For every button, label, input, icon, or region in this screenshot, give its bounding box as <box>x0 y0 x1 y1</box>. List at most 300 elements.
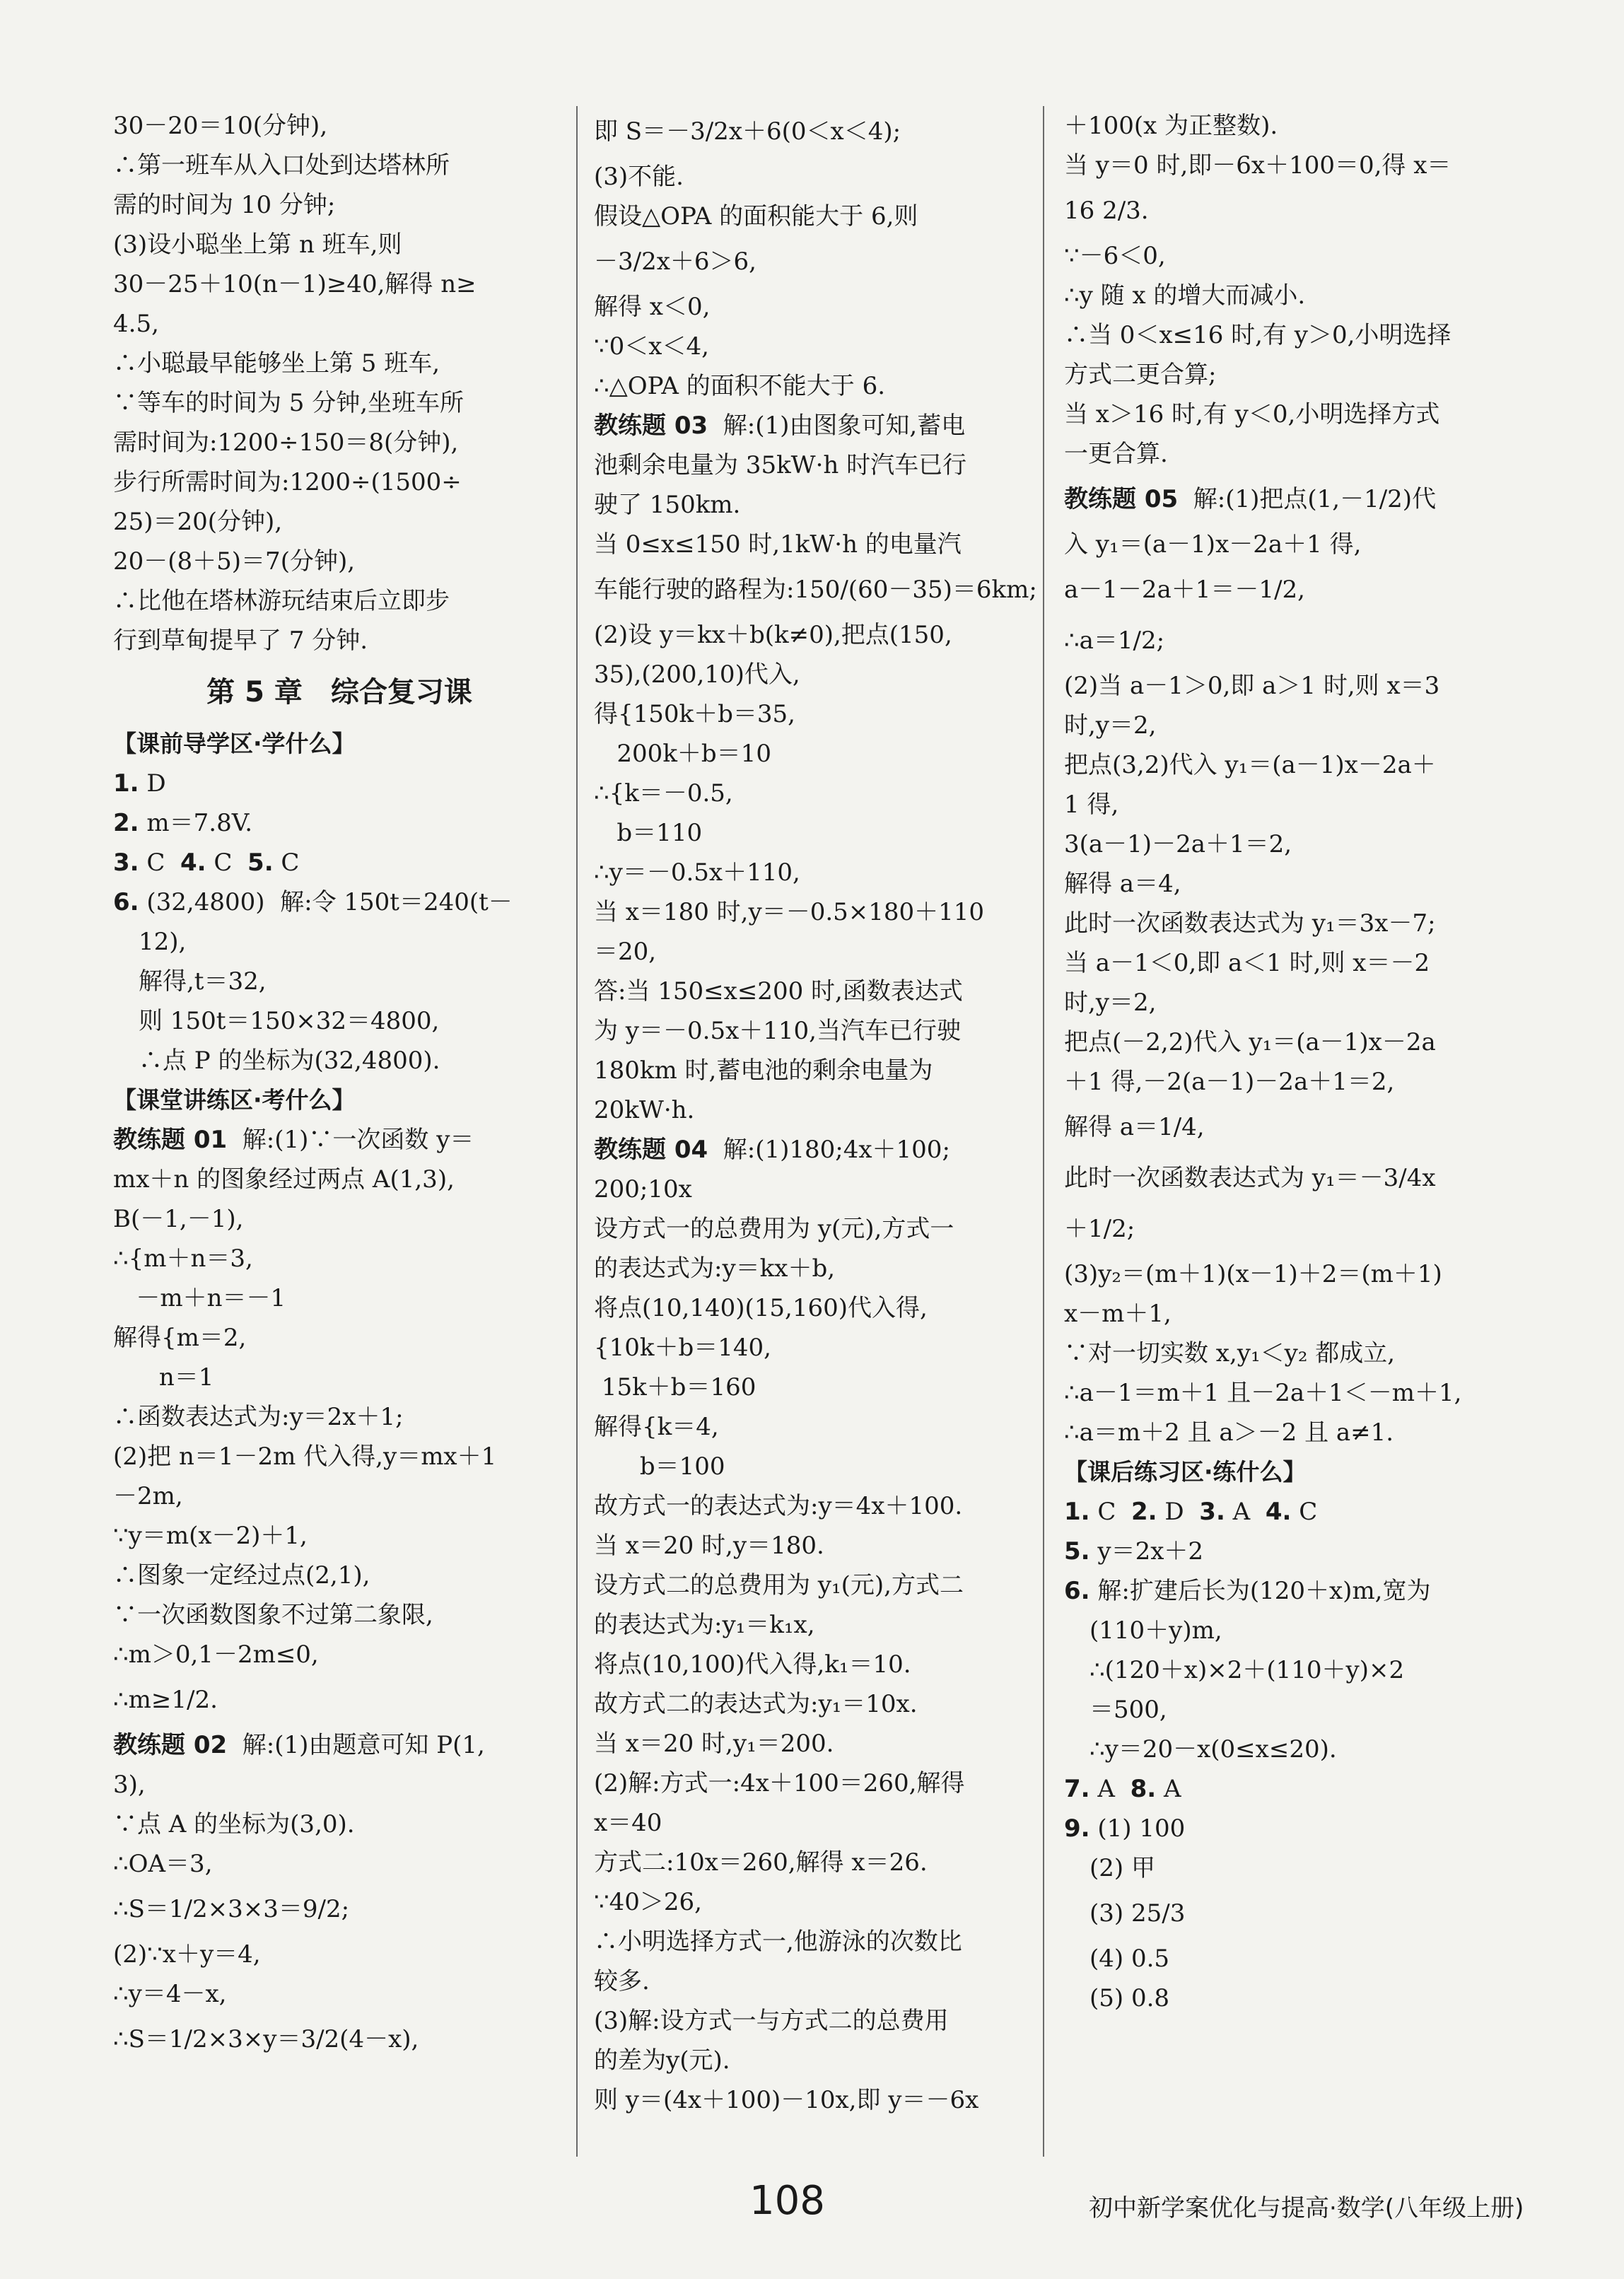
answer-line <box>594 1447 1025 1486</box>
line-text: ∴函数表达式为:y＝2x＋1; <box>113 1403 404 1431</box>
answer-line <box>594 932 1025 972</box>
line-text: mx＋n 的图象经过两点 A(1,3), <box>113 1165 455 1194</box>
line-text: A <box>1156 1775 1181 1803</box>
answer-line <box>1064 564 1517 615</box>
item-label: 教练题 02 <box>113 1731 228 1759</box>
item-label: 7. <box>1064 1775 1090 1803</box>
line-text: b＝110 <box>594 819 703 847</box>
line-text: 的表达式为:y＝kx＋b, <box>594 1254 836 1283</box>
line-text: ∴m≥1/2. <box>113 1686 218 1714</box>
line-text: 需时间为:1200÷150＝8(分钟), <box>113 429 459 457</box>
answer-line <box>1064 785 1517 824</box>
line-text: ∴OA＝3, <box>113 1850 213 1878</box>
line-text: 池剩余电量为 35kW·h 时汽车已行 <box>594 451 967 479</box>
line-text: 把点(－2,2)代入 y₁＝(a－1)x－2a <box>1064 1028 1436 1056</box>
answer-line <box>1064 1571 1517 1611</box>
line-text: ＝20, <box>594 938 657 966</box>
answer-line <box>1064 1848 1517 1888</box>
answer-line <box>113 1239 566 1278</box>
line-text: ＝500, <box>1090 1696 1167 1724</box>
line-text: －2m, <box>113 1482 183 1510</box>
line-text: (3)不能. <box>594 163 684 191</box>
line-text: 故方式一的表达式为:y＝4x＋100. <box>594 1492 963 1520</box>
line-text: 解得{m＝2, <box>113 1324 247 1352</box>
line-text: 时,y＝2, <box>1064 711 1157 740</box>
answer-line <box>594 1328 1025 1368</box>
line-text: －m＋n＝－1 <box>113 1284 286 1312</box>
answer-line <box>1064 1413 1517 1452</box>
line-text: 20kW·h. <box>594 1096 695 1124</box>
answer-line <box>113 1674 566 1725</box>
answer-line <box>1064 666 1517 706</box>
line-text: 得{150k＋b＝35, <box>594 700 795 728</box>
column-divider <box>1043 106 1044 2157</box>
item-label: 8. <box>1130 1775 1157 1803</box>
answer-line <box>1064 1294 1517 1334</box>
line-text: D <box>1157 1498 1200 1526</box>
line-text: ＋1/2; <box>1064 1215 1135 1243</box>
line-text: n＝1 <box>113 1363 214 1392</box>
answer-line <box>1064 706 1517 745</box>
answer-line <box>1064 904 1517 943</box>
answer-line <box>1064 1611 1517 1650</box>
answer-line <box>594 157 1025 197</box>
answer-line <box>113 1358 566 1397</box>
answer-line <box>1064 1203 1517 1254</box>
line-text: 的差为y(元). <box>594 2046 730 2075</box>
line-text: (2)当 a－1＞0,即 a＞1 时,则 x＝3 <box>1064 672 1440 700</box>
line-text: 解:(1)180;4x＋100; <box>708 1136 950 1164</box>
line-text: 答:当 150≤x≤200 时,函数表达式 <box>594 977 963 1006</box>
line-text: －3/2x＋6＞6, <box>594 247 756 276</box>
line-text: (3)设小聪坐上第 n 班车,则 <box>113 231 402 259</box>
answer-line <box>594 813 1025 853</box>
line-text: (4) 0.5 <box>1090 1945 1170 1973</box>
line-text: ∴图象一定经过点(2,1), <box>113 1561 370 1590</box>
answer-line <box>113 1437 566 1476</box>
answer-line <box>594 1882 1025 1922</box>
answer-line <box>594 1605 1025 1645</box>
answer-line <box>113 843 566 882</box>
answer-line <box>594 1526 1025 1566</box>
line-text: 25)＝20(分钟), <box>113 508 283 536</box>
line-text: a－1－2a＋1＝－1/2, <box>1064 576 1305 604</box>
answer-line <box>1064 474 1517 525</box>
line-text: ∵0＜x＜4, <box>594 332 709 361</box>
answer-line <box>113 1635 566 1674</box>
line-text: x－m＋1, <box>1064 1300 1172 1328</box>
answer-line <box>113 803 566 843</box>
answer-line <box>1064 434 1517 474</box>
answer-line <box>113 922 566 962</box>
line-text: B(－1,－1), <box>113 1205 244 1233</box>
item-label: 教练题 04 <box>594 1136 708 1164</box>
line-text: 解得,t＝32, <box>139 967 267 996</box>
line-text: (3)解:设方式一与方式二的总费用 <box>594 2007 949 2035</box>
line-text: ∵等车的时间为 5 分钟,坐班车所 <box>113 389 465 417</box>
line-text: 3(a－1)－2a＋1＝2, <box>1064 830 1292 858</box>
line-text: 时,y＝2, <box>1064 989 1157 1017</box>
line-text: (3) 25/3 <box>1090 1899 1186 1928</box>
answer-line <box>1064 355 1517 395</box>
line-text: ∴y＝20－x(0≤x≤20). <box>1090 1735 1337 1764</box>
line-text: 解得 a＝1/4, <box>1064 1113 1205 1141</box>
item-label: 2. <box>1131 1498 1157 1526</box>
answer-line <box>594 1209 1025 1249</box>
line-text: (32,4800) 解:令 150t＝240(t－ <box>139 888 513 916</box>
line-text: 30－20＝10(分钟), <box>113 112 328 140</box>
line-text: C <box>206 849 248 877</box>
line-text: ∴y＝4－x, <box>113 1980 227 2008</box>
line-text: ∵一次函数图象不过第二象限, <box>113 1601 433 1629</box>
line-text: A <box>1090 1775 1131 1803</box>
line-text: 35),(200,10)代入, <box>594 660 800 689</box>
line-text: 16 2/3. <box>1064 197 1149 225</box>
answer-line <box>113 1884 566 1935</box>
line-text: ∴小聪最早能够坐上第 5 班车, <box>113 349 440 378</box>
line-text: 当 0≤x≤150 时,1kW·h 的电量汽 <box>594 530 962 559</box>
page-number: 108 <box>749 2178 825 2224</box>
answer-line <box>1064 1334 1517 1373</box>
answer-line <box>113 1120 566 1160</box>
answer-line <box>594 734 1025 774</box>
line-text: 方式二更合算; <box>1064 361 1217 389</box>
answer-line <box>594 327 1025 366</box>
answer-line <box>594 485 1025 525</box>
line-text: 方式二:10x＝260,解得 x＝26. <box>594 1848 928 1877</box>
answer-line <box>594 406 1025 445</box>
answer-line <box>113 1765 566 1805</box>
answer-line <box>594 287 1025 327</box>
column-divider <box>576 106 578 2157</box>
answer-line <box>113 304 566 344</box>
line-text: ∴y＝－0.5x＋110, <box>594 858 800 887</box>
item-label: 2. <box>113 809 139 837</box>
line-text: ＋1 得,－2(a－1)－2a＋1＝2, <box>1064 1068 1395 1096</box>
line-text: D <box>139 769 166 798</box>
line-text: ∴m＞0,1－2m≤0, <box>113 1640 319 1669</box>
line-text: 需的时间为 10 分钟; <box>113 191 336 219</box>
answer-line <box>594 774 1025 813</box>
line-text: ∵40＞26, <box>594 1888 702 1916</box>
line-text: ∴第一班车从入口处到达塔林所 <box>113 151 450 180</box>
line-text: 20－(8＋5)＝7(分钟), <box>113 547 356 576</box>
answer-line <box>113 344 566 383</box>
line-text: 步行所需时间为:1200÷(1500÷ <box>113 468 462 496</box>
line-text: (2)解:方式一:4x＋100＝260,解得 <box>594 1769 965 1797</box>
answer-column-3 <box>1064 106 1517 2018</box>
line-text: 第 5 章 综合复习课 <box>206 676 472 709</box>
answer-column-1 <box>113 106 566 2065</box>
answer-line <box>1064 615 1517 666</box>
item-label: 4. <box>180 849 206 877</box>
line-text: C <box>1291 1498 1318 1526</box>
line-text: 驶了 150km. <box>594 491 741 519</box>
item-label: 6. <box>1064 1577 1090 1605</box>
answer-line <box>594 197 1025 236</box>
line-text: ∴y 随 x 的增大而减小. <box>1064 281 1306 310</box>
item-label: 1. <box>113 769 139 798</box>
answer-line <box>1064 1492 1517 1532</box>
answer-line <box>594 1011 1025 1051</box>
answer-line <box>594 2080 1025 2120</box>
answer-line <box>1064 525 1517 564</box>
answer-line <box>594 525 1025 564</box>
line-text: (2)设 y＝kx＋b(k≠0),把点(150, <box>594 621 952 649</box>
line-text: 即 S＝－3/2x＋6(0＜x＜4); <box>594 117 901 146</box>
line-text: 解:(1)由图象可知,蓄电 <box>708 412 966 440</box>
line-text: ∴S＝1/2×3×3＝9/2; <box>113 1895 350 1923</box>
answer-line <box>1064 1690 1517 1730</box>
line-text: ∵对一切实数 x,y₁＜y₂ 都成立, <box>1064 1339 1396 1368</box>
line-text: 则 y＝(4x＋100)－10x,即 y＝－6x <box>594 2086 979 2114</box>
answer-line <box>113 264 566 304</box>
answer-line <box>113 1556 566 1595</box>
line-text: (2)把 n＝1－2m 代入得,y＝mx＋1 <box>113 1442 497 1471</box>
line-text: (5) 0.8 <box>1090 1984 1170 2012</box>
answer-line <box>1064 1769 1517 1809</box>
line-text: ∵－6＜0, <box>1064 242 1166 270</box>
answer-line <box>1064 943 1517 983</box>
answer-line <box>113 1935 566 1974</box>
line-text: 入 y₁＝(a－1)x－2a＋1 得, <box>1064 530 1362 559</box>
answer-line <box>1064 1532 1517 1571</box>
answer-line <box>113 1805 566 1844</box>
answer-line <box>113 1199 566 1239</box>
line-text: 此时一次函数表达式为 y₁＝3x－7; <box>1064 909 1436 938</box>
answer-line <box>594 1090 1025 1130</box>
answer-line <box>594 564 1037 615</box>
answer-line <box>1064 106 1517 146</box>
answer-line <box>594 1170 1025 1209</box>
answer-line <box>594 2001 1025 2041</box>
answer-line <box>1064 1650 1517 1690</box>
answer-line <box>594 1249 1025 1288</box>
item-label: 教练题 03 <box>594 412 708 440</box>
line-text: 当 x＞16 时,有 y＜0,小明选择方式 <box>1064 400 1440 429</box>
answer-line <box>113 1476 566 1516</box>
answer-line <box>1064 1730 1517 1769</box>
answer-line <box>1064 146 1517 185</box>
line-text: 解:(1)∵一次函数 y＝ <box>227 1126 474 1154</box>
answer-line <box>594 1566 1025 1605</box>
answer-line <box>1064 1373 1517 1413</box>
answer-line <box>113 581 566 621</box>
line-text: 12), <box>139 928 187 956</box>
answer-line <box>594 1922 1025 1962</box>
answer-line <box>113 1844 566 1884</box>
answer-line <box>594 445 1025 485</box>
answer-line <box>594 1368 1025 1407</box>
line-text: 当 x＝20 时,y＝180. <box>594 1532 824 1560</box>
answer-line <box>113 1318 566 1358</box>
item-label: 教练题 05 <box>1064 485 1179 513</box>
line-text: ＋100(x 为正整数). <box>1064 112 1278 140</box>
line-text: x＝40 <box>594 1809 662 1837</box>
answer-line <box>113 1595 566 1635</box>
answer-line <box>113 542 566 581</box>
answer-line <box>594 1803 1025 1843</box>
line-text: ∴a＝1/2; <box>1064 626 1165 655</box>
line-text: 当 a－1＜0,即 a＜1 时,则 x＝－2 <box>1064 949 1430 977</box>
item-label: 5. <box>247 849 274 877</box>
answer-line <box>1064 864 1517 904</box>
line-text: 假设△OPA 的面积能大于 6,则 <box>594 202 918 231</box>
answer-line <box>1064 983 1517 1022</box>
answer-line <box>594 853 1025 892</box>
line-text: 1 得, <box>1064 791 1119 819</box>
section-heading <box>1064 1452 1517 1492</box>
answer-line <box>113 1516 566 1556</box>
line-text: (2) 甲 <box>1090 1854 1155 1882</box>
line-text: 则 150t＝150×32＝4800, <box>139 1007 440 1035</box>
line-text: 180km 时,蓄电池的剩余电量为 <box>594 1056 933 1085</box>
answer-line <box>1064 1102 1517 1153</box>
answer-line <box>594 1684 1025 1724</box>
answer-line <box>113 106 566 146</box>
answer-line <box>594 1051 1025 1090</box>
answer-line <box>1064 236 1517 276</box>
answer-line <box>113 882 566 922</box>
answer-line <box>113 185 566 225</box>
line-text: 车能行驶的路程为:150/(60－35)＝6km; <box>594 576 1037 604</box>
line-text: y＝2x＋2 <box>1090 1537 1204 1566</box>
line-text: 当 x＝180 时,y＝－0.5×180＋110 <box>594 898 985 926</box>
answer-line <box>113 383 566 423</box>
answer-line <box>113 1397 566 1437</box>
line-text: 解:(1)把点(1,－1/2)代 <box>1178 485 1437 513</box>
book-title: 初中新学案优化与提高·数学(八年级上册) <box>1089 2194 1524 2222</box>
line-text: 当 x＝20 时,y₁＝200. <box>594 1730 834 1758</box>
answer-line <box>594 1724 1025 1764</box>
line-text: ∴{m＋n＝3, <box>113 1245 253 1273</box>
line-text: ∴a－1＝m＋1 且－2a＋1＜－m＋1, <box>1064 1379 1462 1407</box>
line-text: 将点(10,140)(15,160)代入得, <box>594 1294 928 1322</box>
line-text: ∵点 A 的坐标为(3,0). <box>113 1810 355 1838</box>
answer-line <box>594 615 1025 655</box>
answer-line <box>594 1407 1025 1447</box>
answer-line <box>113 423 566 462</box>
answer-line <box>113 1278 566 1318</box>
line-text: 解:(1)由题意可知 P(1, <box>227 1731 485 1759</box>
line-text: ∴S＝1/2×3×y＝3/2(4－x), <box>113 2025 419 2053</box>
answer-line <box>594 972 1025 1011</box>
answer-line <box>594 1288 1025 1328</box>
answer-line <box>594 236 1025 287</box>
line-text: 解得{k＝4, <box>594 1413 719 1441</box>
answer-line <box>1064 185 1517 236</box>
line-text: 此时一次函数表达式为 y₁＝－3/4x <box>1064 1164 1436 1192</box>
answer-line <box>113 225 566 264</box>
answer-line <box>594 1486 1025 1526</box>
line-text: 200k＋b＝10 <box>594 740 771 768</box>
answer-line <box>594 655 1025 694</box>
line-text: 较多. <box>594 1967 650 1995</box>
answer-line <box>113 462 566 502</box>
answer-line <box>113 146 566 185</box>
line-text: ∴点 P 的坐标为(32,4800). <box>139 1047 440 1075</box>
answer-line <box>113 1725 566 1765</box>
answer-line <box>113 502 566 542</box>
answer-line <box>594 2041 1025 2080</box>
line-text: 【课后练习区·练什么】 <box>1064 1458 1307 1486</box>
line-text: ∴比他在塔林游玩结束后立即步 <box>113 587 450 615</box>
item-label: 6. <box>113 888 139 916</box>
section-heading <box>113 1080 566 1120</box>
line-text: 4.5, <box>113 310 159 338</box>
line-text: {10k＋b＝140, <box>594 1334 771 1362</box>
line-text: 3), <box>113 1771 146 1799</box>
answer-line <box>113 2014 566 2065</box>
answer-line <box>1064 1153 1517 1203</box>
answer-line <box>1064 1254 1517 1294</box>
answer-line <box>113 1001 566 1041</box>
line-text: 解得 x＜0, <box>594 293 711 321</box>
line-text: C <box>1090 1498 1132 1526</box>
line-text: 故方式二的表达式为:y₁＝10x. <box>594 1690 918 1718</box>
line-text: ∴{k＝－0.5, <box>594 779 733 808</box>
item-label: 9. <box>1064 1814 1090 1843</box>
answer-line <box>113 764 566 803</box>
answer-line <box>594 1843 1025 1882</box>
chapter-title <box>113 660 566 724</box>
line-text: m＝7.8V. <box>139 809 253 837</box>
line-text: 当 y＝0 时,即－6x＋100＝0,得 x＝ <box>1064 151 1451 180</box>
line-text: 的表达式为:y₁＝k₁x, <box>594 1611 815 1639</box>
line-text: b＝100 <box>594 1452 725 1481</box>
line-text: ∵y＝m(x－2)＋1, <box>113 1522 308 1550</box>
answer-line <box>594 1764 1025 1803</box>
line-text: 【课堂讲练区·考什么】 <box>113 1086 356 1114</box>
line-text: ∴当 0＜x≤16 时,有 y＞0,小明选择 <box>1064 321 1451 349</box>
answer-line <box>1064 1888 1517 1939</box>
answer-line <box>1064 745 1517 785</box>
line-text: ∴小明选择方式一,他游泳的次数比 <box>594 1928 962 1956</box>
line-text: 解:扩建后长为(120＋x)m,宽为 <box>1090 1577 1431 1605</box>
answer-line <box>113 1974 566 2014</box>
line-text: (3)y₂＝(m＋1)(x－1)＋2＝(m＋1) <box>1064 1260 1442 1288</box>
line-text: 为 y＝－0.5x＋110,当汽车已行驶 <box>594 1017 961 1045</box>
answer-line <box>594 1645 1025 1684</box>
answer-line <box>113 1041 566 1080</box>
item-label: 3. <box>1199 1498 1225 1526</box>
line-text: 行到草甸提早了 7 分钟. <box>113 626 368 655</box>
line-text: 30－25＋10(n－1)≥40,解得 n≥ <box>113 270 477 298</box>
line-text: 15k＋b＝160 <box>594 1373 756 1401</box>
answer-line <box>113 1160 566 1199</box>
answer-line <box>594 694 1025 734</box>
answer-line <box>113 962 566 1001</box>
answer-line <box>594 106 1025 157</box>
line-text: C <box>139 849 181 877</box>
answer-line <box>1064 315 1517 355</box>
answer-line <box>1064 395 1517 434</box>
line-text: 一更合算. <box>1064 440 1168 468</box>
line-text: A <box>1225 1498 1266 1526</box>
item-label: 1. <box>1064 1498 1090 1526</box>
line-text: 将点(10,100)代入得,k₁＝10. <box>594 1650 911 1679</box>
line-text: 设方式二的总费用为 y₁(元),方式二 <box>594 1571 964 1599</box>
answer-line <box>1064 1062 1517 1102</box>
line-text: (2)∵x＋y＝4, <box>113 1940 261 1969</box>
answer-line <box>594 366 1025 406</box>
answer-line <box>1064 1809 1517 1848</box>
answer-column-2 <box>594 106 1037 2120</box>
line-text: ∴(120＋x)×2＋(110＋y)×2 <box>1090 1656 1405 1684</box>
item-label: 教练题 01 <box>113 1126 228 1154</box>
line-text: 200;10x <box>594 1175 692 1203</box>
answer-line <box>1064 1939 1517 1978</box>
